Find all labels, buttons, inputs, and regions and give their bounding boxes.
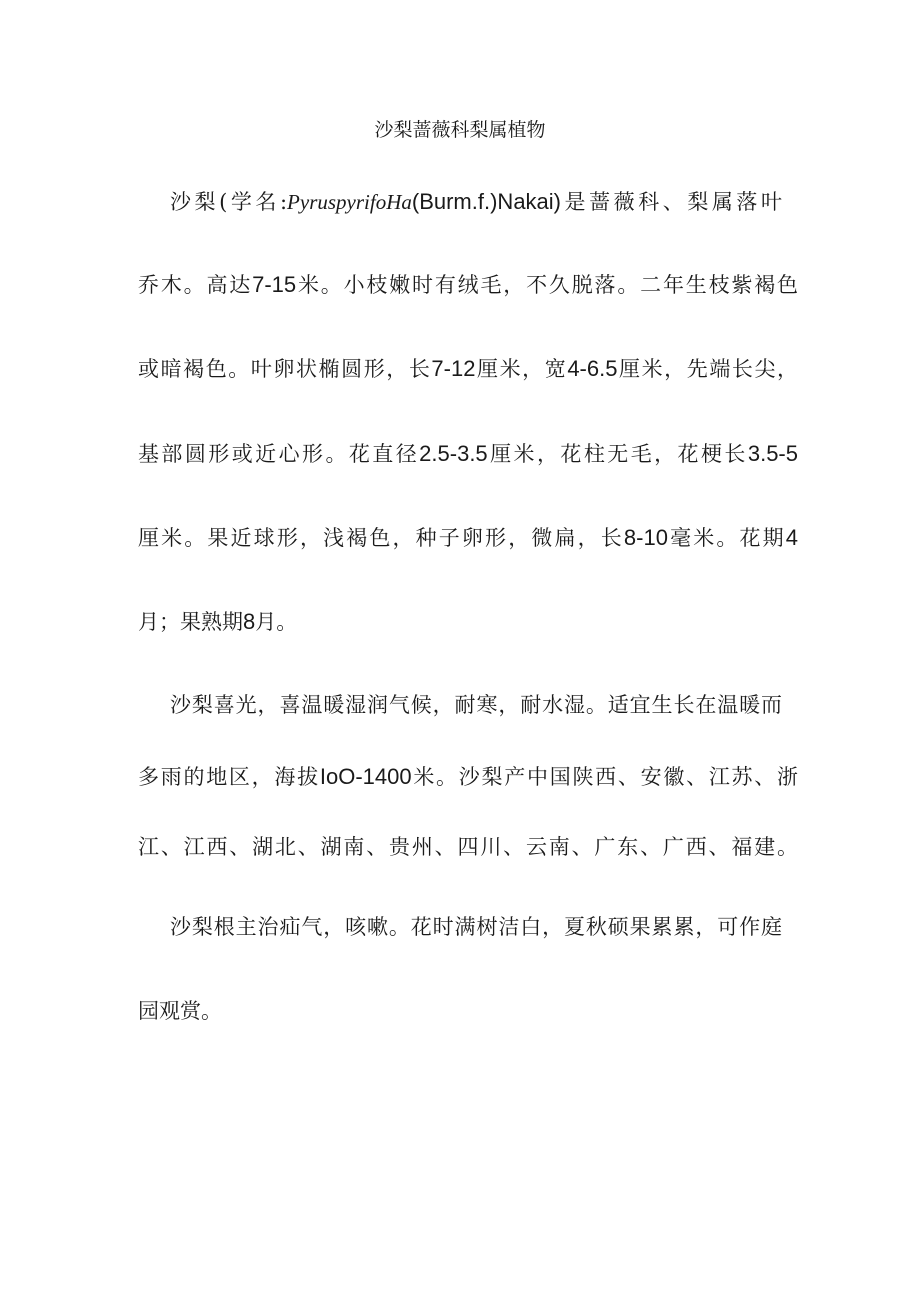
text-run: 厘米。果近球形，浅褐色，种子卵形，微扁，长 <box>138 526 624 550</box>
number-run: IoO-1400 <box>319 764 412 789</box>
paragraph-1-line-2 <box>138 270 798 300</box>
number-run: 8 <box>243 609 256 634</box>
text-run: 厘米，宽 <box>475 357 568 381</box>
text-run: 厘米，先端长尖， <box>617 357 799 381</box>
paragraph-2-line-3: 江、江西、湖北、湖南、贵州、四川、云南、广东、广西、福建。 <box>138 835 798 859</box>
paragraph-3-line-2: 园观赏。 <box>138 999 222 1023</box>
author-citation: (Burm.f.)Nakai) <box>411 189 561 214</box>
scientific-name: PyruspyrifoHa <box>287 190 412 214</box>
text-run: 米。沙梨产中国陕西、安徽、江苏、浙 <box>411 765 799 789</box>
text-run: 基部圆形或近心形。花直径 <box>138 442 420 466</box>
text-run: 月；果熟期 <box>138 610 243 634</box>
number-run: 4-6.5 <box>567 356 618 381</box>
text-run: 是蔷薇科、梨属落叶 <box>561 190 782 214</box>
text-run: 多雨的地区，海拔 <box>138 765 320 789</box>
text-run: 毫米。花期 <box>667 526 786 550</box>
text-run: 乔木。高达 <box>138 273 253 297</box>
number-run: 7-12 <box>431 356 476 381</box>
paragraph-1-line-5 <box>138 523 798 553</box>
text-run: 沙梨(学名: <box>170 190 288 214</box>
paragraph-1-line-1 <box>170 187 782 217</box>
document-title: 沙梨蔷薇科梨属植物 <box>374 119 546 141</box>
paragraph-1-line-3 <box>138 354 798 384</box>
number-run: 3.5-5 <box>747 441 798 466</box>
text-run: 或暗褐色。叶卵状椭圆形，长 <box>138 357 432 381</box>
text-run: 厘米，花柱无毛，花梗长 <box>487 442 748 466</box>
paragraph-3-line-1: 沙梨根主治疝气，咳嗽。花时满树洁白，夏秋硕果累累，可作庭 <box>170 915 782 939</box>
paragraph-2-line-2 <box>138 762 798 792</box>
number-run: 7-15 <box>252 272 297 297</box>
number-run: 4 <box>785 525 799 550</box>
text-run: 月。 <box>255 610 298 634</box>
number-run: 2.5-3.5 <box>419 441 488 466</box>
number-run: 8-10 <box>623 525 668 550</box>
paragraph-1-line-4 <box>138 439 798 469</box>
text-run: 米。小枝嫩时有绒毛，不久脱落。二年生枝紫褐色 <box>296 273 799 297</box>
paragraph-1-line-6 <box>138 607 798 637</box>
paragraph-2-line-1: 沙梨喜光，喜温暖湿润气候，耐寒，耐水湿。适宜生长在温暖而 <box>170 693 782 717</box>
